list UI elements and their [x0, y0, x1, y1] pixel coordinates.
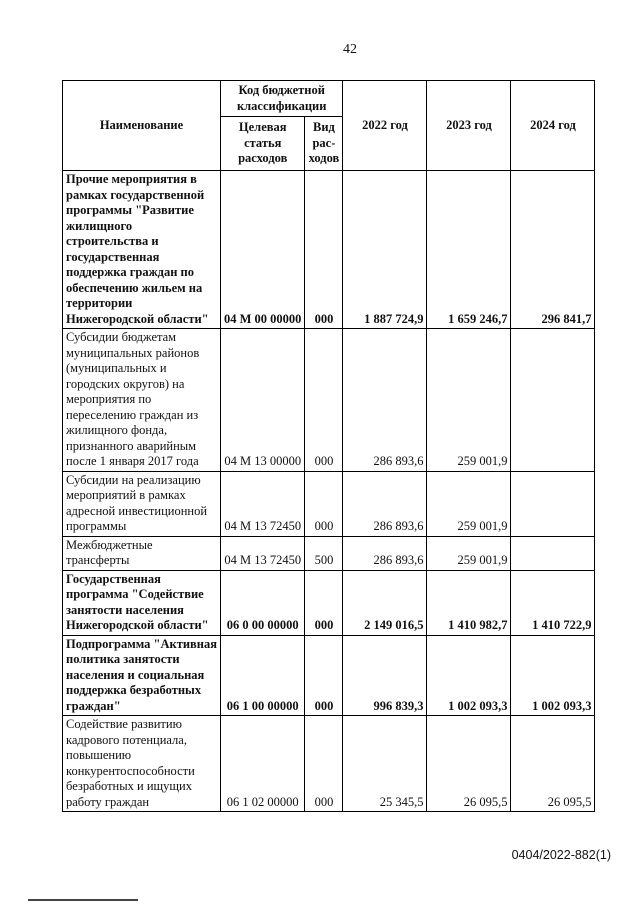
budget-table [62, 80, 595, 812]
row-2022: 286 893,6 [343, 536, 427, 570]
table-row [63, 329, 595, 472]
row-code: 04 М 13 72450 [221, 536, 305, 570]
row-kind: 000 [305, 635, 343, 716]
row-2024: 1 002 093,3 [511, 635, 595, 716]
row-2023: 1 002 093,3 [427, 635, 511, 716]
row-2024 [511, 471, 595, 536]
row-2022: 25 345,5 [343, 716, 427, 812]
page-number: 42 [343, 42, 357, 57]
row-2023: 1 410 982,7 [427, 570, 511, 635]
header-year-2024: 2024 год [511, 81, 595, 171]
row-kind: 000 [305, 471, 343, 536]
row-2024: 296 841,7 [511, 171, 595, 329]
table-row [63, 536, 595, 570]
row-code: 04 М 13 00000 [221, 329, 305, 472]
row-2024 [511, 536, 595, 570]
row-2023: 259 001,9 [427, 536, 511, 570]
row-2023: 26 095,5 [427, 716, 511, 812]
row-name: Подпрограмма "Активная политика занятости населения и социальная поддержка безработных граждан" [63, 635, 221, 716]
row-2022: 1 887 724,9 [343, 171, 427, 329]
row-2024: 1 410 722,9 [511, 570, 595, 635]
row-2023: 259 001,9 [427, 329, 511, 472]
table-row [63, 171, 595, 329]
footer-rule [28, 899, 138, 901]
row-2024 [511, 329, 595, 472]
header-expense-kind: Вид рас-ходов [305, 117, 343, 171]
row-code: 04 М 00 00000 [221, 171, 305, 329]
row-code: 06 0 00 00000 [221, 570, 305, 635]
row-2022: 286 893,6 [343, 329, 427, 472]
row-kind: 000 [305, 570, 343, 635]
document-id: 0404/2022-882(1) [511, 848, 611, 862]
table-row [63, 635, 595, 716]
header-target-article: Целевая статья расходов [221, 117, 305, 171]
row-kind: 000 [305, 716, 343, 812]
row-2023: 1 659 246,7 [427, 171, 511, 329]
row-2022: 286 893,6 [343, 471, 427, 536]
table-row [63, 471, 595, 536]
row-2022: 996 839,3 [343, 635, 427, 716]
row-kind: 500 [305, 536, 343, 570]
header-year-2022: 2022 год [343, 81, 427, 171]
row-code: 04 М 13 72450 [221, 471, 305, 536]
row-code: 06 1 00 00000 [221, 635, 305, 716]
table-row [63, 716, 595, 812]
row-name: Субсидии на реализацию мероприятий в рамках адресной инвестиционной программы [63, 471, 221, 536]
row-name: Государственная программа "Содействие занятости населения Нижегородской области" [63, 570, 221, 635]
row-name: Субсидии бюджетам муниципальных районов (муниципальных и городских округов) на мероприятия по переселению граждан из жилищного фонда, признанного аварийным после 1 января 2017 года [63, 329, 221, 472]
row-2022: 2 149 016,5 [343, 570, 427, 635]
table-row [63, 570, 595, 635]
row-name: Межбюджетные трансферты [63, 536, 221, 570]
row-kind: 000 [305, 171, 343, 329]
row-name: Содействие развитию кадрового потенциала, повышению конкурентоспособности безработных и ищущих работу граждан [63, 716, 221, 812]
row-2024: 26 095,5 [511, 716, 595, 812]
row-2023: 259 001,9 [427, 471, 511, 536]
header-code-group: Код бюджетной классификации [221, 81, 343, 117]
header-name: Наименование [63, 81, 221, 171]
row-kind: 000 [305, 329, 343, 472]
row-name: Прочие мероприятия в рамках государственной программы "Развитие жилищного строительства и государственная поддержка граждан по обеспечению жильем на территории Нижегородской области" [63, 171, 221, 329]
row-code: 06 1 02 00000 [221, 716, 305, 812]
header-year-2023: 2023 год [427, 81, 511, 171]
